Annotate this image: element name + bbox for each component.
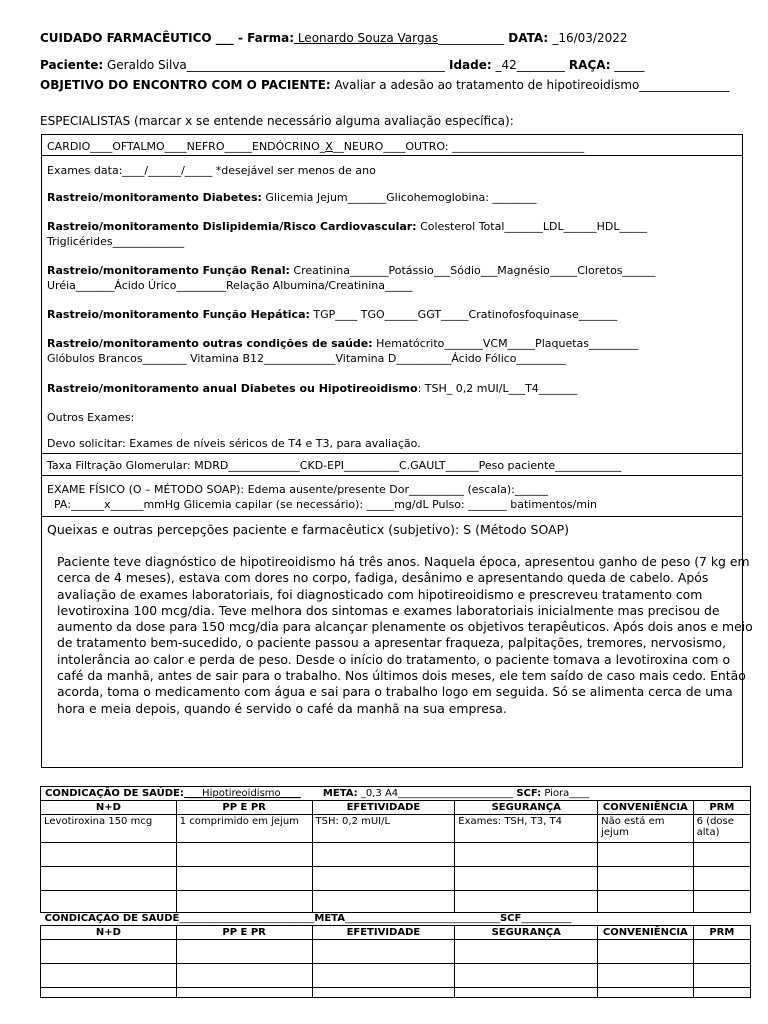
race-label: RAÇA: [564,58,611,72]
col-header: CONVENIÊNCIA [598,801,694,815]
table-cell[interactable] [693,843,750,867]
hepatic-row [47,308,617,321]
table-cell[interactable]: Levotiroxina 150 mcg [41,815,177,843]
condition-value: ___Hipotireoidismo____ [183,788,301,799]
table-cell[interactable] [455,964,598,988]
table-cell[interactable] [693,867,750,891]
scf-label: SCF: [516,788,542,799]
condition-line: ___________________________ [179,913,315,924]
table-cell[interactable]: 1 comprimido em jejum [176,815,312,843]
table-cell[interactable] [176,891,312,913]
scf-line: __________ [521,913,572,924]
col-header: EFETIVIDADE [312,801,455,815]
other-conditions-row [47,337,639,350]
renal-label: Rastreio/monitoramento Função Renal: [47,264,290,277]
specialists-checklist [47,140,584,153]
col-header: SEGURANÇA [455,801,598,815]
condition-label: CONDICAÇÃO DE SAUDE [44,913,180,924]
meta-label: META [314,913,345,924]
table-cell[interactable] [41,964,177,988]
table-cell[interactable]: 6 (dose alta) [693,815,750,843]
col-header: N+D [41,801,177,815]
date-label: DATA: [504,31,553,45]
header-line-2 [40,58,644,72]
meta-value: _0,3 A4_______________________ [357,788,514,799]
specialists-row-b: __NEURO____OUTRO: ________________________ [332,140,585,153]
condition-label: CONDICAÇÃO DE SAÚDE: [45,788,184,799]
objective-label: OBJETIVO DO ENCONTRO COM O PACIENTE: [40,78,331,92]
table-cell[interactable] [693,964,750,988]
col-header: N+D [41,926,177,940]
lipid-row-2: Triglicérides_____________ [47,235,185,248]
header-line-3 [40,78,729,92]
table-cell[interactable] [41,940,177,964]
table-cell[interactable] [455,843,598,867]
header-line-1 [40,31,628,45]
table-condition-row [41,787,751,801]
table-cell[interactable] [598,891,694,913]
table-cell[interactable] [312,964,455,988]
renal-row [47,264,656,277]
table-header-row [41,926,751,940]
table-cell[interactable] [598,867,694,891]
specialists-intro: ESPECIALISTAS (marcar x se entende necessário alguma avaliação específica): [40,114,514,128]
form-title: CUIDADO FARMACÊUTICO ___ - Farma: [40,31,295,45]
patient-value: Geraldo Silva___________________________________________ [103,58,445,72]
col-header: PRM [693,926,750,940]
endocrino-mark[interactable]: X [325,140,333,153]
table-condition-row [41,912,751,926]
table-cell[interactable] [176,940,312,964]
table-cell[interactable] [176,964,312,988]
age-value: _42________ [491,58,565,72]
diabetes-value: Glicemia Jejum_______Glicohemoglobina: ________ [261,191,537,204]
pharmacist-name: Leonardo Souza Vargas [294,31,439,45]
clinical-narrative: Paciente teve diagnóstico de hipotireoidismo há três anos. Naquela época, apresentou ganho de peso (7 kg em cerca de 4 meses), estava com dores no corpo, fadiga, desânimo e apresentando queda de cabelo. Após avaliação de exames laboratoriais, foi diagnosticado com hipotireoidismo e prescreveu tratamento com levotiroxina 100 mcg/dia. Teve melhora dos sintomas e exames laboratoriais inicialmente mas precisou de aumento da dose para 150 mcg/dia para alcançar plenamente os objetivos terapêuticos. Após dois anos e meio de tratamento bem-sucedido, o paciente passou a apresentar fraqueza, palpitações, tremores, nervosismo, intolerância ao calor e perda de peso. Desde o início do tratamento, o paciente tomava a levotiroxina com o café da manhã, antes de sair para o trabalho. Nos últimos dois meses, ele tem saído de caso mais cedo. Então acorda, toma o medicamento com água e sai para o trabalho logo em seguida. Só se alimenta cerca de uma hora e meia depois, quando é servido o café da manhã na sua empresa. [57,554,753,716]
col-header: PRM [693,801,750,815]
table-cell[interactable] [598,843,694,867]
table-cell[interactable] [176,843,312,867]
table-cell[interactable] [455,940,598,964]
table-cell[interactable] [455,988,598,998]
divider [41,516,742,517]
table-row [41,867,751,891]
table-cell[interactable] [41,867,177,891]
lipid-row [47,220,647,233]
table-cell[interactable] [598,988,694,998]
physical-exam-row: EXAME FÍSICO (O – MÉTODO SOAP): Edema ausente/presente Dor__________ (escala):______ [47,483,548,496]
other-exams: Outros Exames: [47,411,135,424]
table-row [41,940,751,964]
annual-value: : TSH_ 0,2 mUI/L___T4_______ [417,382,578,395]
complaints-label: Queixas e outras percepções paciente e farmacêuticx (subjetivo): S (Método SOAP) [47,522,570,537]
table-row [41,988,751,998]
table-cell[interactable] [41,843,177,867]
table-cell[interactable]: Exames: TSH, T3, T4 [455,815,598,843]
table-cell[interactable] [693,940,750,964]
exams-date: Exames data:____/______/_____ *desejável ser menos de ano [47,164,376,177]
specialists-row-a: CARDIO____OFTALMO____NEFRO_____ENDÓCRINO_ [47,140,326,153]
vitals-row: PA:______x______mmHg Glicemia capilar (se necessário): _____mg/dL Pulso: _______ batimentos/min [47,498,598,511]
renal-value: Creatinina_______Potássio___Sódio___Magnésio_____Cloretos______ [289,264,656,277]
divider [41,453,742,454]
table-cell[interactable] [312,940,455,964]
table-cell[interactable] [455,891,598,913]
scf-value: Piora____ [541,788,590,799]
hepatic-value: TGP____ TGO______GGT_____Cratinofosfoquinase_______ [309,308,618,321]
age-label: Idade: [444,58,492,72]
table-cell[interactable] [693,988,750,998]
table-cell[interactable] [598,964,694,988]
divider [41,155,742,156]
table-cell[interactable] [598,940,694,964]
table-row [41,891,751,913]
race-value: _____ [610,58,645,72]
table-cell[interactable] [455,867,598,891]
diabetes-row [47,191,536,204]
diabetes-label: Rastreio/monitoramento Diabetes: [47,191,262,204]
other-conditions-row-2: Glóbulos Brancos________ Vitamina B12_____________Vitamina D__________Ácido Fólico_________ [47,352,567,365]
date-value: _16/03/2022 [552,31,628,45]
care-table-1 [40,786,751,913]
table-cell[interactable] [176,867,312,891]
meta-label: META: [322,788,358,799]
table-row [41,843,751,867]
table-cell[interactable] [312,843,455,867]
objective-value: Avaliar a adesão ao tratamento de hipotireoidismo_______________ [330,78,730,92]
gfr-row: Taxa Filtração Glomerular: MDRD_____________CKD-EPI__________C.GAULT______Peso paciente____________ [47,459,622,472]
other-conditions-value: Hematócrito_______VCM_____Plaquetas_________ [372,337,639,350]
table-cell[interactable] [312,867,455,891]
col-header: SEGURANÇA [455,926,598,940]
col-header: PP E PR [176,801,312,815]
table-cell[interactable]: Não está em jejum [598,815,694,843]
table-cell[interactable] [41,988,177,998]
divider [41,475,742,476]
renal-row-2: Uréia_______Ácido Úrico_________Relação Albumina/Creatinina_____ [47,279,413,292]
annual-label: Rastreio/monitoramento anual Diabetes ou Hipotireoidismo [47,382,418,395]
hepatic-label: Rastreio/monitoramento Função Hepática: [47,308,310,321]
scf-label: SCF [499,913,522,924]
pharmacist-underline: ___________ [438,31,505,45]
care-table-2 [40,912,751,998]
lipid-value: Colesterol Total_______LDL______HDL_____ [416,220,647,233]
table-cell[interactable] [693,891,750,913]
meta-line: _______________________________ [344,913,500,924]
table-row [41,964,751,988]
table-cell[interactable] [176,988,312,998]
table-cell[interactable] [41,891,177,913]
patient-label: Paciente: [40,58,104,72]
exam-request: Devo solicitar: Exames de níveis séricos de T4 e T3, para avaliação. [47,437,421,450]
table-header-row [41,801,751,815]
col-header: CONVENIÊNCIA [598,926,694,940]
col-header: EFETIVIDADE [312,926,455,940]
table-row [41,815,751,843]
table-cell[interactable]: TSH: 0,2 mUI/L [312,815,455,843]
annual-row [47,382,577,395]
col-header: PP E PR [176,926,312,940]
table-cell[interactable] [312,988,455,998]
lipid-label: Rastreio/monitoramento Dislipidemia/Risco Cardiovascular: [47,220,417,233]
table-cell[interactable] [312,891,455,913]
other-conditions-label: Rastreio/monitoramento outras condições de saúde: [47,337,373,350]
